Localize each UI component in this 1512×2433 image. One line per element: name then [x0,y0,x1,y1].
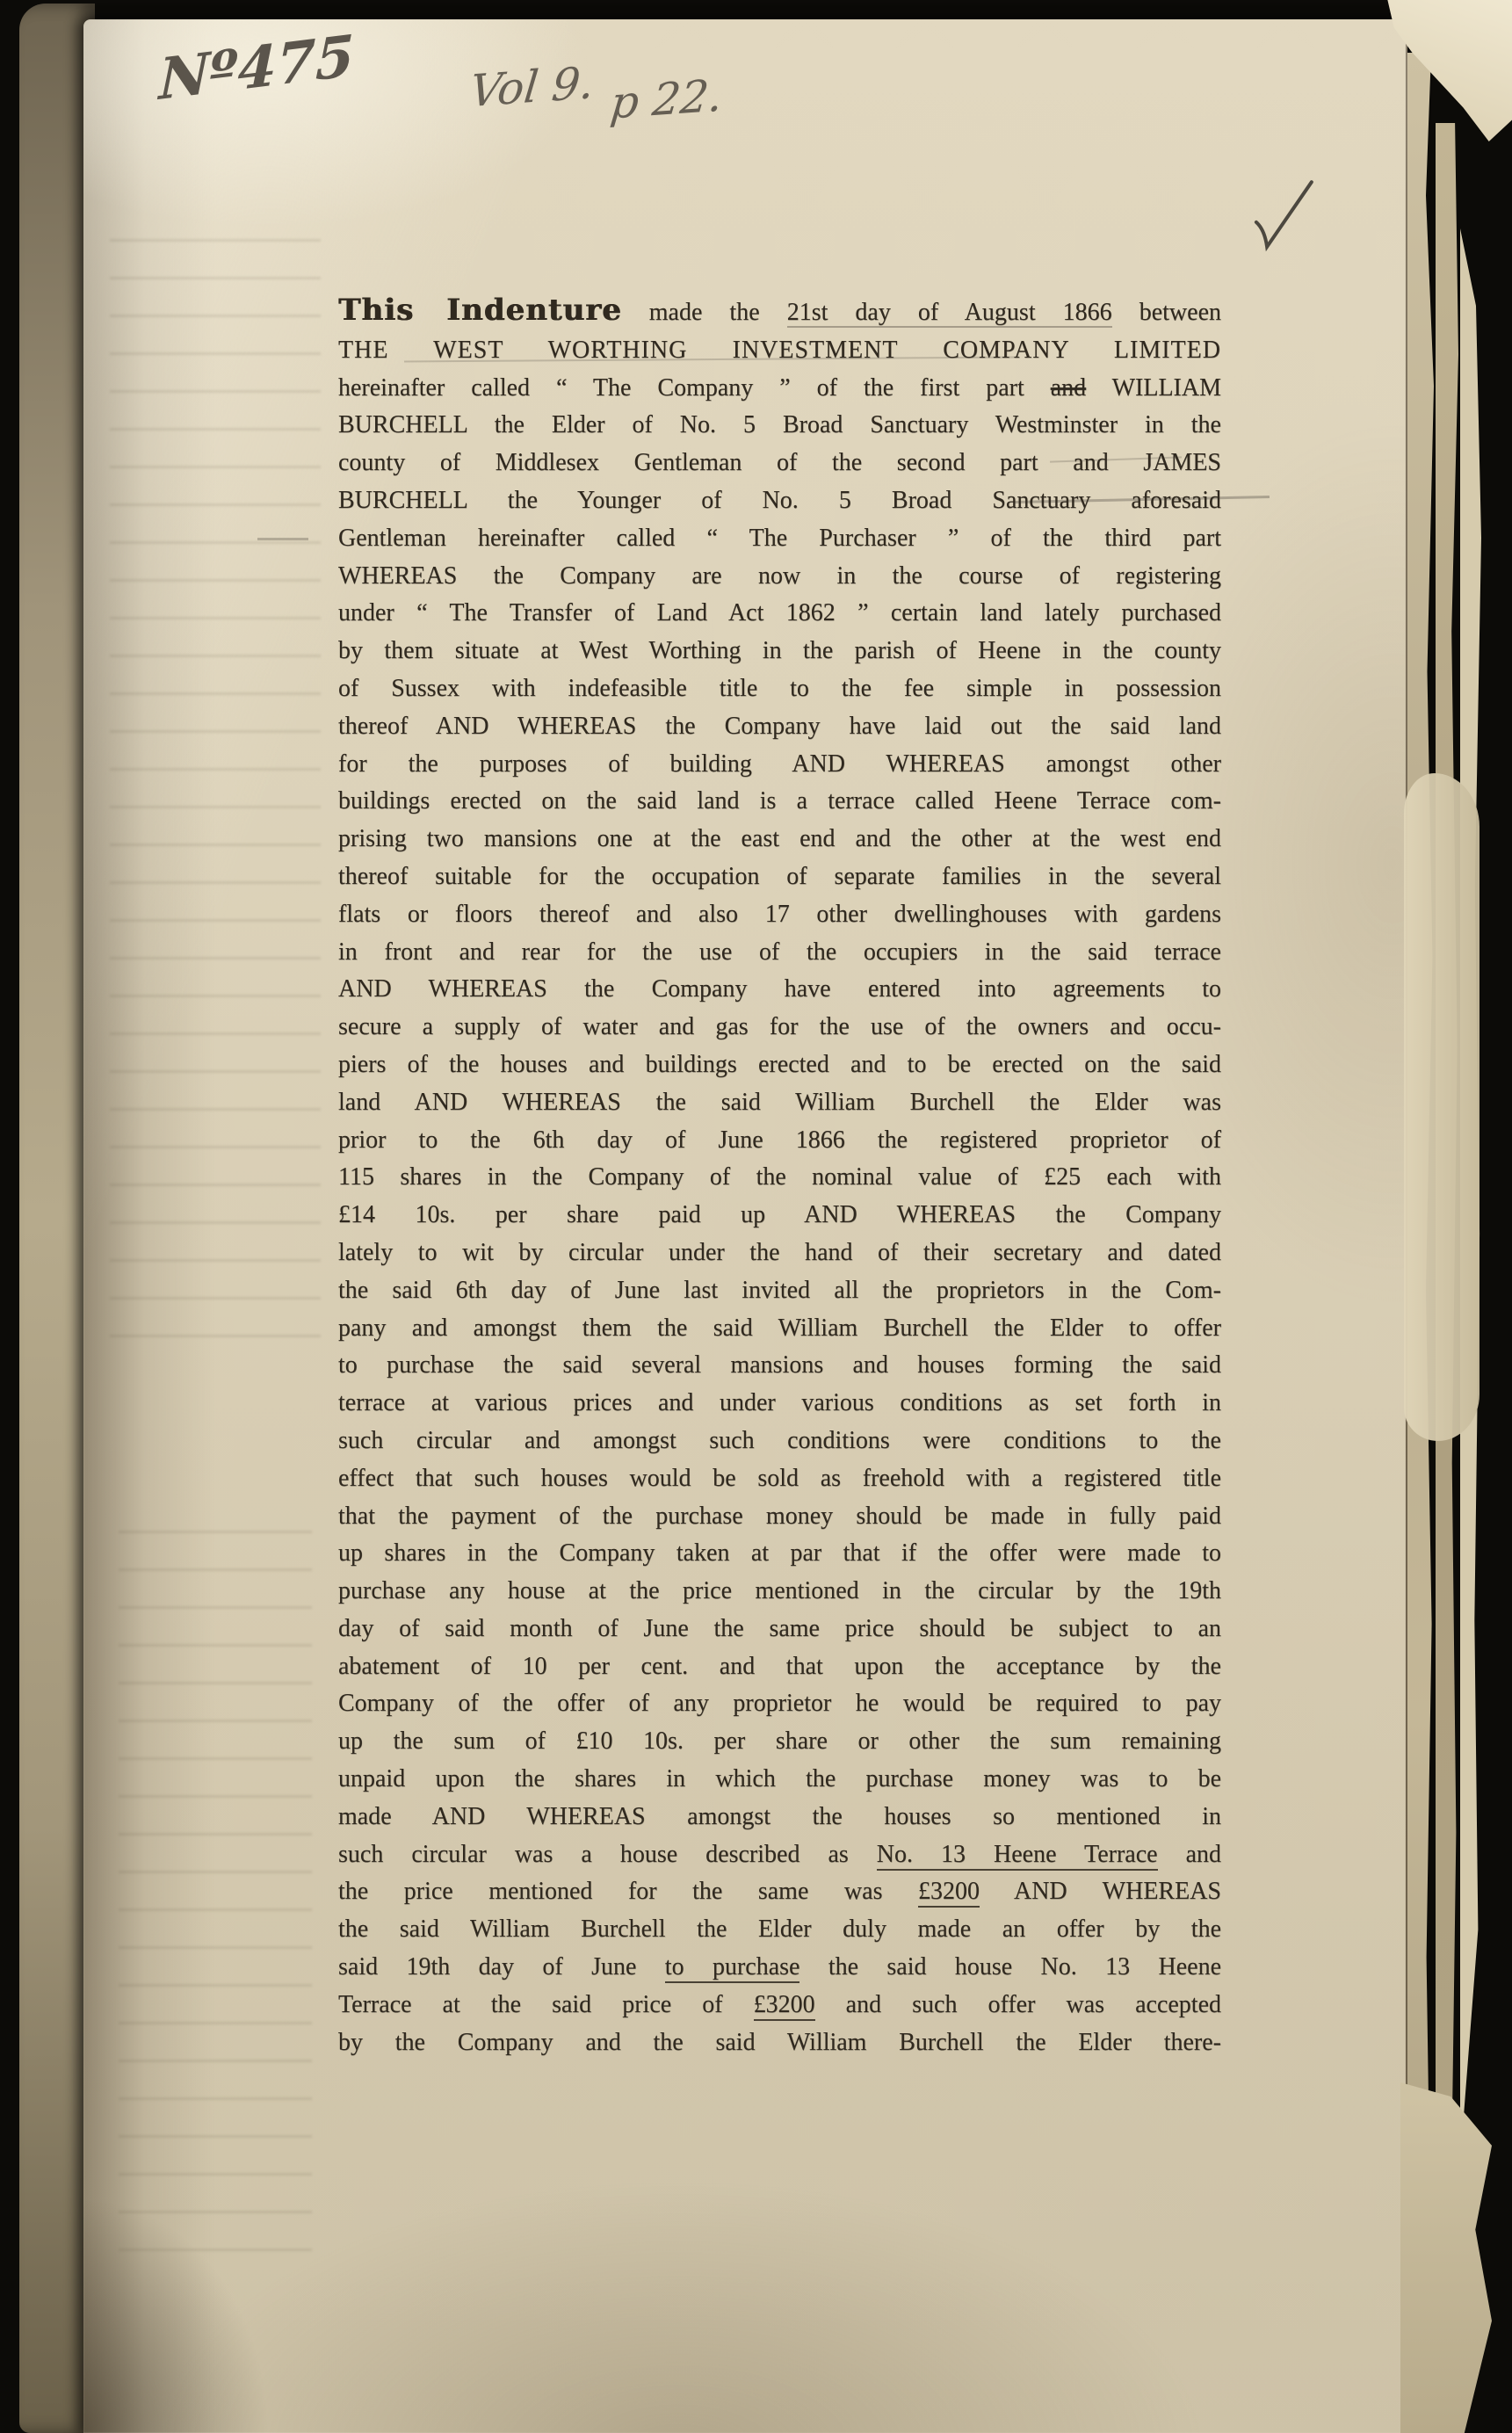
deed-line: by them situate at West Worthing in the parish of Heene in the county [338,637,1221,665]
deed-line: that the payment of the purchase money should be made in fully paid [338,1502,1221,1530]
deed-line: such circular and amongst such conditions were conditions to the [338,1426,1221,1454]
deed-line: said 19th day of June to purchase the said house No. 13 Heene [338,1949,1221,1987]
deed-line: Gentleman hereinafter called “ The Purchaser ” of the third part [338,524,1221,552]
deed-line: day of said month of June the same price should be subject to an [338,1614,1221,1642]
deed-line: up the sum of £10 10s. per share or other the sum remaining [338,1727,1221,1756]
handwritten-record-number: Nº475 [158,22,355,114]
deed-line: This Indenture made the 21st day of August 1866 between [338,293,1222,328]
deed-line: the price mentioned for the same was £3200 AND WHEREAS [338,1873,1221,1911]
reverse-side-bleedthrough [119,1495,312,2251]
deed-line: made AND WHEREAS amongst the houses so mentioned in [338,1802,1221,1830]
deed-line: lately to wit by circular under the hand of their secretary and dated [338,1238,1221,1266]
deed-line: by the Company and the said William Burchell the Elder there- [338,2028,1221,2056]
deed-line: of Sussex with indefeasible title to the fee simple in possession [338,674,1221,702]
deed-line: in front and rear for the use of the occupiers in the said terrace [338,938,1221,966]
deed-line: county of Middlesex Gentleman of the second part and JAMES [338,449,1221,477]
handwritten-page-ref: p 22. [608,69,726,129]
deed-line: land AND WHEREAS the said William Burchell the Elder was [338,1088,1221,1116]
deed-line: such circular was a house described as No. 13 Heene Terrace and [338,1836,1221,1874]
deed-line: the said William Burchell the Elder duly made an offer by the [338,1915,1221,1944]
deed-line: for the purposes of building AND WHEREAS amongst other [338,749,1221,778]
deed-line: prior to the 6th day of June 1866 the registered proprietor of [338,1126,1221,1154]
deed-line: £14 10s. per share paid up AND WHEREAS the Company [338,1201,1221,1229]
deed-line: purchase any house at the price mentioned in the circular by the 19th [338,1577,1221,1605]
deed-line: to purchase the said several mansions and houses forming the said [338,1351,1221,1379]
deed-line: buildings erected on the said land is a terrace called Heene Terrace com- [338,787,1221,815]
torn-page-edge [1400,2082,1492,2433]
deed-line: WHEREAS the Company are now in the course of registering [338,561,1221,590]
deed-line: under “ The Transfer of Land Act 1862 ” certain land lately purchased [338,599,1221,627]
deed-line: Company of the offer of any proprietor he would be required to pay [338,1690,1221,1718]
deed-line: THE WEST WORTHING INVESTMENT COMPANY LIMITED [338,336,1221,364]
deed-line: unpaid upon the shares in which the purchase money was to be [338,1765,1221,1793]
reverse-side-bleedthrough [110,230,321,1337]
deed-line: thereof suitable for the occupation of separate families in the several [338,862,1221,890]
pencil-mark [257,538,308,540]
deed-line: BURCHELL the Younger of No. 5 Broad Sanctuary aforesaid [338,486,1221,514]
deed-line: AND WHEREAS the Company have entered into agreements to [338,975,1221,1003]
deed-line: flats or floors thereof and also 17 other dwellinghouses with gardens [338,900,1221,928]
deed-line: BURCHELL the Elder of No. 5 Broad Sanctuary Westminster in the [338,411,1221,439]
deed-line: up shares in the Company taken at par that if the offer were made to [338,1539,1221,1568]
deed-line: prising two mansions one at the east end and the other at the west end [338,825,1221,853]
deed-line: the said 6th day of June last invited all the proprietors in the Com- [338,1276,1221,1304]
deed-line: thereof AND WHEREAS the Company have laid out the said land [338,712,1221,740]
deed-line: effect that such houses would be sold as freehold with a registered title [338,1464,1221,1492]
deed-line: terrace at various prices and under various conditions as set forth in [338,1389,1221,1417]
deed-text [338,292,1221,2061]
torn-page-edge [1404,773,1479,1441]
ink-checkmark-icon [1246,170,1319,265]
deed-line: piers of the houses and buildings erected and to be erected on the said [338,1050,1221,1078]
deed-line: hereinafter called “ The Company ” of the first part and WILLIAM [338,373,1221,402]
deed-line: Terrace at the said price of £3200 and such offer was accepted [338,1987,1221,2024]
deed-line: abatement of 10 per cent. and that upon the acceptance by the [338,1652,1221,1680]
deed-page [83,19,1407,2433]
handwritten-volume-ref: Vol 9. [467,56,597,118]
deed-line: pany and amongst them the said William Burchell the Elder to offer [338,1314,1221,1342]
deed-line: 115 shares in the Company of the nominal value of £25 each with [338,1163,1221,1191]
deed-line: secure a supply of water and gas for the use of the owners and occu- [338,1013,1221,1041]
